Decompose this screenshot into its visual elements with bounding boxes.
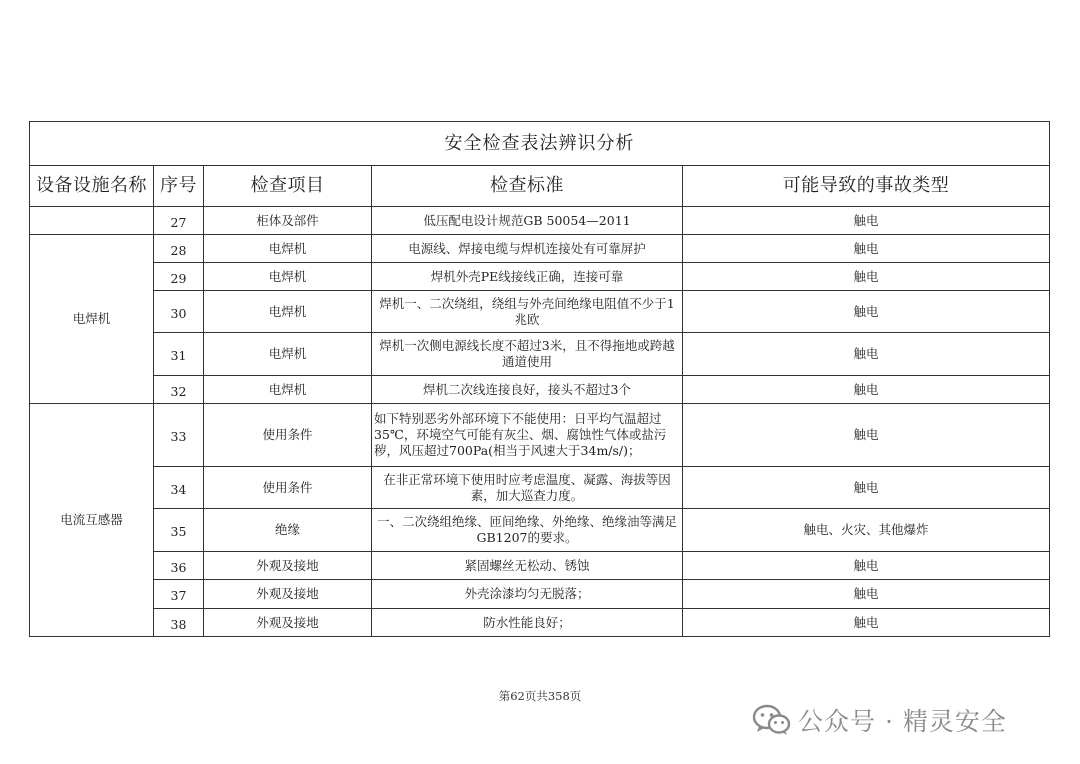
table-row [30,509,1050,552]
table-row [30,609,1050,637]
header-check-standard: 检查标准 [372,166,683,207]
check-item: 电焊机 [204,291,372,333]
serial-number: 32 [154,376,204,404]
check-standard: 紧固螺丝无松动、锈蚀 [372,552,683,580]
check-item: 柜体及部件 [204,207,372,235]
wechat-icon [752,703,792,737]
watermark [752,700,1007,740]
accident-type: 触电 [683,404,1050,467]
table-title: 安全检查表法辨识分析 [30,122,1050,166]
serial-number: 35 [154,509,204,552]
table-row [30,404,1050,467]
table-row [30,235,1050,263]
accident-type: 触电 [683,467,1050,509]
check-item: 绝缘 [204,509,372,552]
accident-type: 触电 [683,376,1050,404]
table-row [30,291,1050,333]
check-item: 外观及接地 [204,609,372,637]
page-number-footer: 第62页共358页 [498,689,582,703]
accident-type: 触电、火灾、其他爆炸 [683,509,1050,552]
serial-number: 30 [154,291,204,333]
check-item: 电焊机 [204,235,372,263]
check-item: 使用条件 [204,467,372,509]
check-standard: 低压配电设计规范GB 50054—2011 [372,207,683,235]
equipment-group-welder: 电焊机 [30,235,154,404]
check-item: 电焊机 [204,263,372,291]
serial-number: 34 [154,467,204,509]
table-row [30,333,1050,376]
serial-number: 33 [154,404,204,467]
check-standard: 焊机一次侧电源线长度不超过3米，且不得拖地或跨越通道使用 [372,333,683,376]
equipment-group-current-transformer: 电流互感器 [30,404,154,637]
accident-type: 触电 [683,609,1050,637]
check-standard: 外壳涂漆均匀无脱落； [372,580,683,609]
accident-type: 触电 [683,580,1050,609]
check-standard: 一、二次绕组绝缘、匝间绝缘、外绝缘、绝缘油等满足GB1207的要求。 [372,509,683,552]
check-item: 电焊机 [204,333,372,376]
check-item: 外观及接地 [204,552,372,580]
check-standard: 在非正常环境下使用时应考虑温度、凝露、海拔等因素，加大巡查力度。 [372,467,683,509]
table-row [30,552,1050,580]
header-accident-type: 可能导致的事故类型 [683,166,1050,207]
serial-number: 37 [154,580,204,609]
check-standard: 焊机外壳PE线接线正确，连接可靠 [372,263,683,291]
check-item: 外观及接地 [204,580,372,609]
accident-type: 触电 [683,291,1050,333]
header-check-item: 检查项目 [204,166,372,207]
table-row [30,467,1050,509]
check-standard: 焊机一、二次绕组，绕组与外壳间绝缘电阻值不少于1兆欧 [372,291,683,333]
accident-type: 触电 [683,235,1050,263]
table-row [30,263,1050,291]
serial-number: 27 [154,207,204,235]
table-row [30,580,1050,609]
accident-type: 触电 [683,207,1050,235]
check-item: 使用条件 [204,404,372,467]
check-standard: 焊机二次线连接良好，接头不超过3个 [372,376,683,404]
table-row [30,376,1050,404]
check-standard: 电源线、焊接电缆与焊机连接处有可靠屏护 [372,235,683,263]
header-equipment-name: 设备设施名称 [30,166,154,207]
serial-number: 29 [154,263,204,291]
serial-number: 38 [154,609,204,637]
equipment-cell-empty [30,207,154,235]
accident-type: 触电 [683,552,1050,580]
safety-checklist-table [29,121,1050,637]
check-standard: 防水性能良好； [372,609,683,637]
accident-type: 触电 [683,263,1050,291]
table-row [30,207,1050,235]
serial-number: 31 [154,333,204,376]
check-item: 电焊机 [204,376,372,404]
header-serial-number: 序号 [154,166,204,207]
watermark-text: 公众号 · 精灵安全 [798,707,1007,736]
accident-type: 触电 [683,333,1050,376]
check-standard: 如下特别恶劣外部环境下不能使用：日平均气温超过35℃，环境空气可能有灰尘、烟、腐蚀性气体或盐污秽，风压超过700Pa(相当于风速大于34m/s/)； [372,404,683,467]
serial-number: 28 [154,235,204,263]
serial-number: 36 [154,552,204,580]
